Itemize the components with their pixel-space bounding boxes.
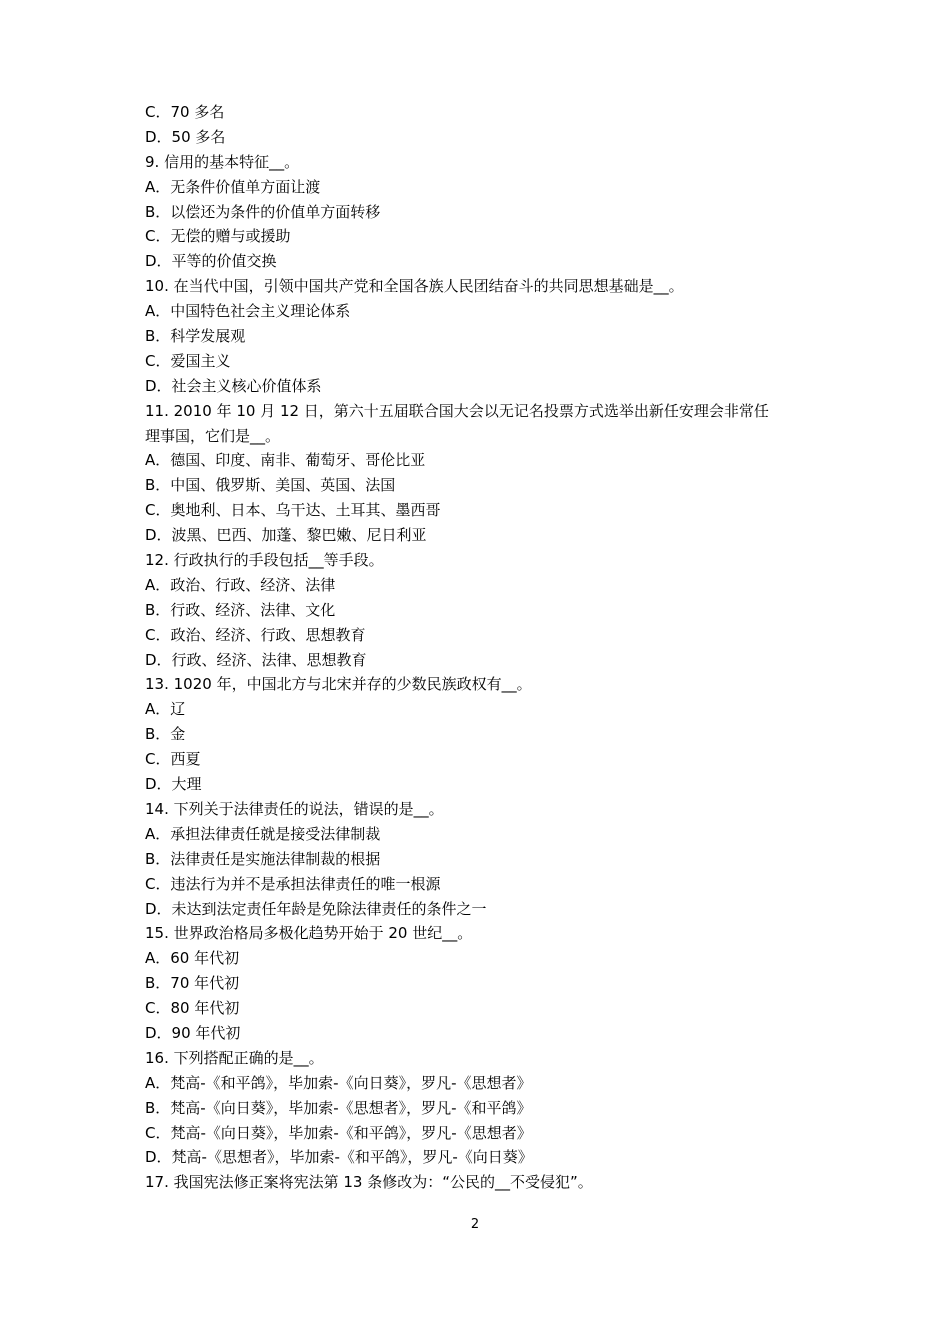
text-line: D．90 年代初 bbox=[145, 1023, 241, 1042]
text-line: D．大理 bbox=[145, 775, 202, 794]
text-line: A．承担法律责任就是接受法律制裁 bbox=[145, 824, 381, 843]
text-line: A．德国、印度、南非、葡萄牙、哥伦比亚 bbox=[145, 451, 426, 470]
text-line: C．政治、经济、行政、思想教育 bbox=[145, 625, 366, 644]
text-line: D．社会主义核心价值体系 bbox=[145, 376, 322, 395]
text-line: A．60 年代初 bbox=[145, 949, 240, 968]
text-line: A．辽 bbox=[145, 700, 186, 719]
text-line: A．中国特色社会主义理论体系 bbox=[145, 302, 351, 321]
text-line: B．以偿还为条件的价值单方面转移 bbox=[145, 202, 381, 221]
text-line: 13. 1020 年，中国北方与北宋并存的少数民族政权有__。 bbox=[145, 675, 532, 694]
text-line: C．70 多名 bbox=[145, 103, 225, 121]
text-line: 理事国，它们是__。 bbox=[145, 426, 281, 445]
text-line: D．未达到法定责任年龄是免除法律责任的条件之一 bbox=[145, 899, 487, 918]
text-line: A．政治、行政、经济、法律 bbox=[145, 575, 336, 594]
text-line: A．梵高-《和平鸽》，毕加索-《向日葵》，罗凡-《思想者》 bbox=[145, 1073, 532, 1092]
text-line: D．梵高-《思想者》，毕加索-《和平鸽》，罗凡-《向日葵》 bbox=[145, 1148, 533, 1167]
page-number: 2 bbox=[470, 1217, 480, 1232]
text-line: C．无偿的赠与或援助 bbox=[145, 227, 291, 246]
text-line: B．行政、经济、法律、文化 bbox=[145, 600, 336, 619]
text-line: A．无条件价值单方面让渡 bbox=[145, 177, 321, 196]
text-line: C．违法行为并不是承担法律责任的唯一根源 bbox=[145, 874, 441, 893]
text-line: B．中国、俄罗斯、美国、英国、法国 bbox=[145, 476, 396, 495]
text-line: C．西夏 bbox=[145, 750, 201, 769]
text-line: D．50 多名 bbox=[145, 127, 226, 146]
text-line: C．梵高-《向日葵》，毕加索-《和平鸽》，罗凡-《思想者》 bbox=[145, 1123, 532, 1142]
text-line: 16. 下列搭配正确的是__。 bbox=[145, 1048, 324, 1067]
text-line: 11. 2010 年 10 月 12 日，第六十五届联合国大会以无记名投票方式选举出新任安理会非常任 bbox=[145, 401, 769, 420]
text-line: B．70 年代初 bbox=[145, 974, 240, 993]
text-line: C．80 年代初 bbox=[145, 999, 240, 1018]
text-line: 9. 信用的基本特征__。 bbox=[145, 152, 300, 171]
text-line: 17. 我国宪法修正案将宪法第 13 条修改为：“公民的__不受侵犯”。 bbox=[145, 1173, 593, 1192]
question-list bbox=[145, 100, 825, 1195]
text-line: D．波黑、巴西、加蓬、黎巴嫩、尼日利亚 bbox=[145, 526, 427, 545]
text-line: 15. 世界政治格局多极化趋势开始于 20 世纪__。 bbox=[145, 924, 473, 943]
text-line: B．金 bbox=[145, 725, 186, 744]
text-line: B．梵高-《向日葵》，毕加索-《思想者》，罗凡-《和平鸽》 bbox=[145, 1098, 532, 1117]
text-line: D．行政、经济、法律、思想教育 bbox=[145, 650, 367, 669]
text-line: 10. 在当代中国，引领中国共产党和全国各族人民团结奋斗的共同思想基础是__。 bbox=[145, 277, 684, 296]
text-line: C．爱国主义 bbox=[145, 351, 231, 370]
text-line: 14. 下列关于法律责任的说法，错误的是__。 bbox=[145, 799, 444, 818]
text-line: D．平等的价值交换 bbox=[145, 252, 277, 271]
text-line: B．法律责任是实施法律制裁的根据 bbox=[145, 849, 381, 868]
text-line: C．奥地利、日本、乌干达、土耳其、墨西哥 bbox=[145, 501, 441, 520]
text-line: B．科学发展观 bbox=[145, 327, 246, 346]
text-line: 12. 行政执行的手段包括__等手段。 bbox=[145, 551, 384, 570]
